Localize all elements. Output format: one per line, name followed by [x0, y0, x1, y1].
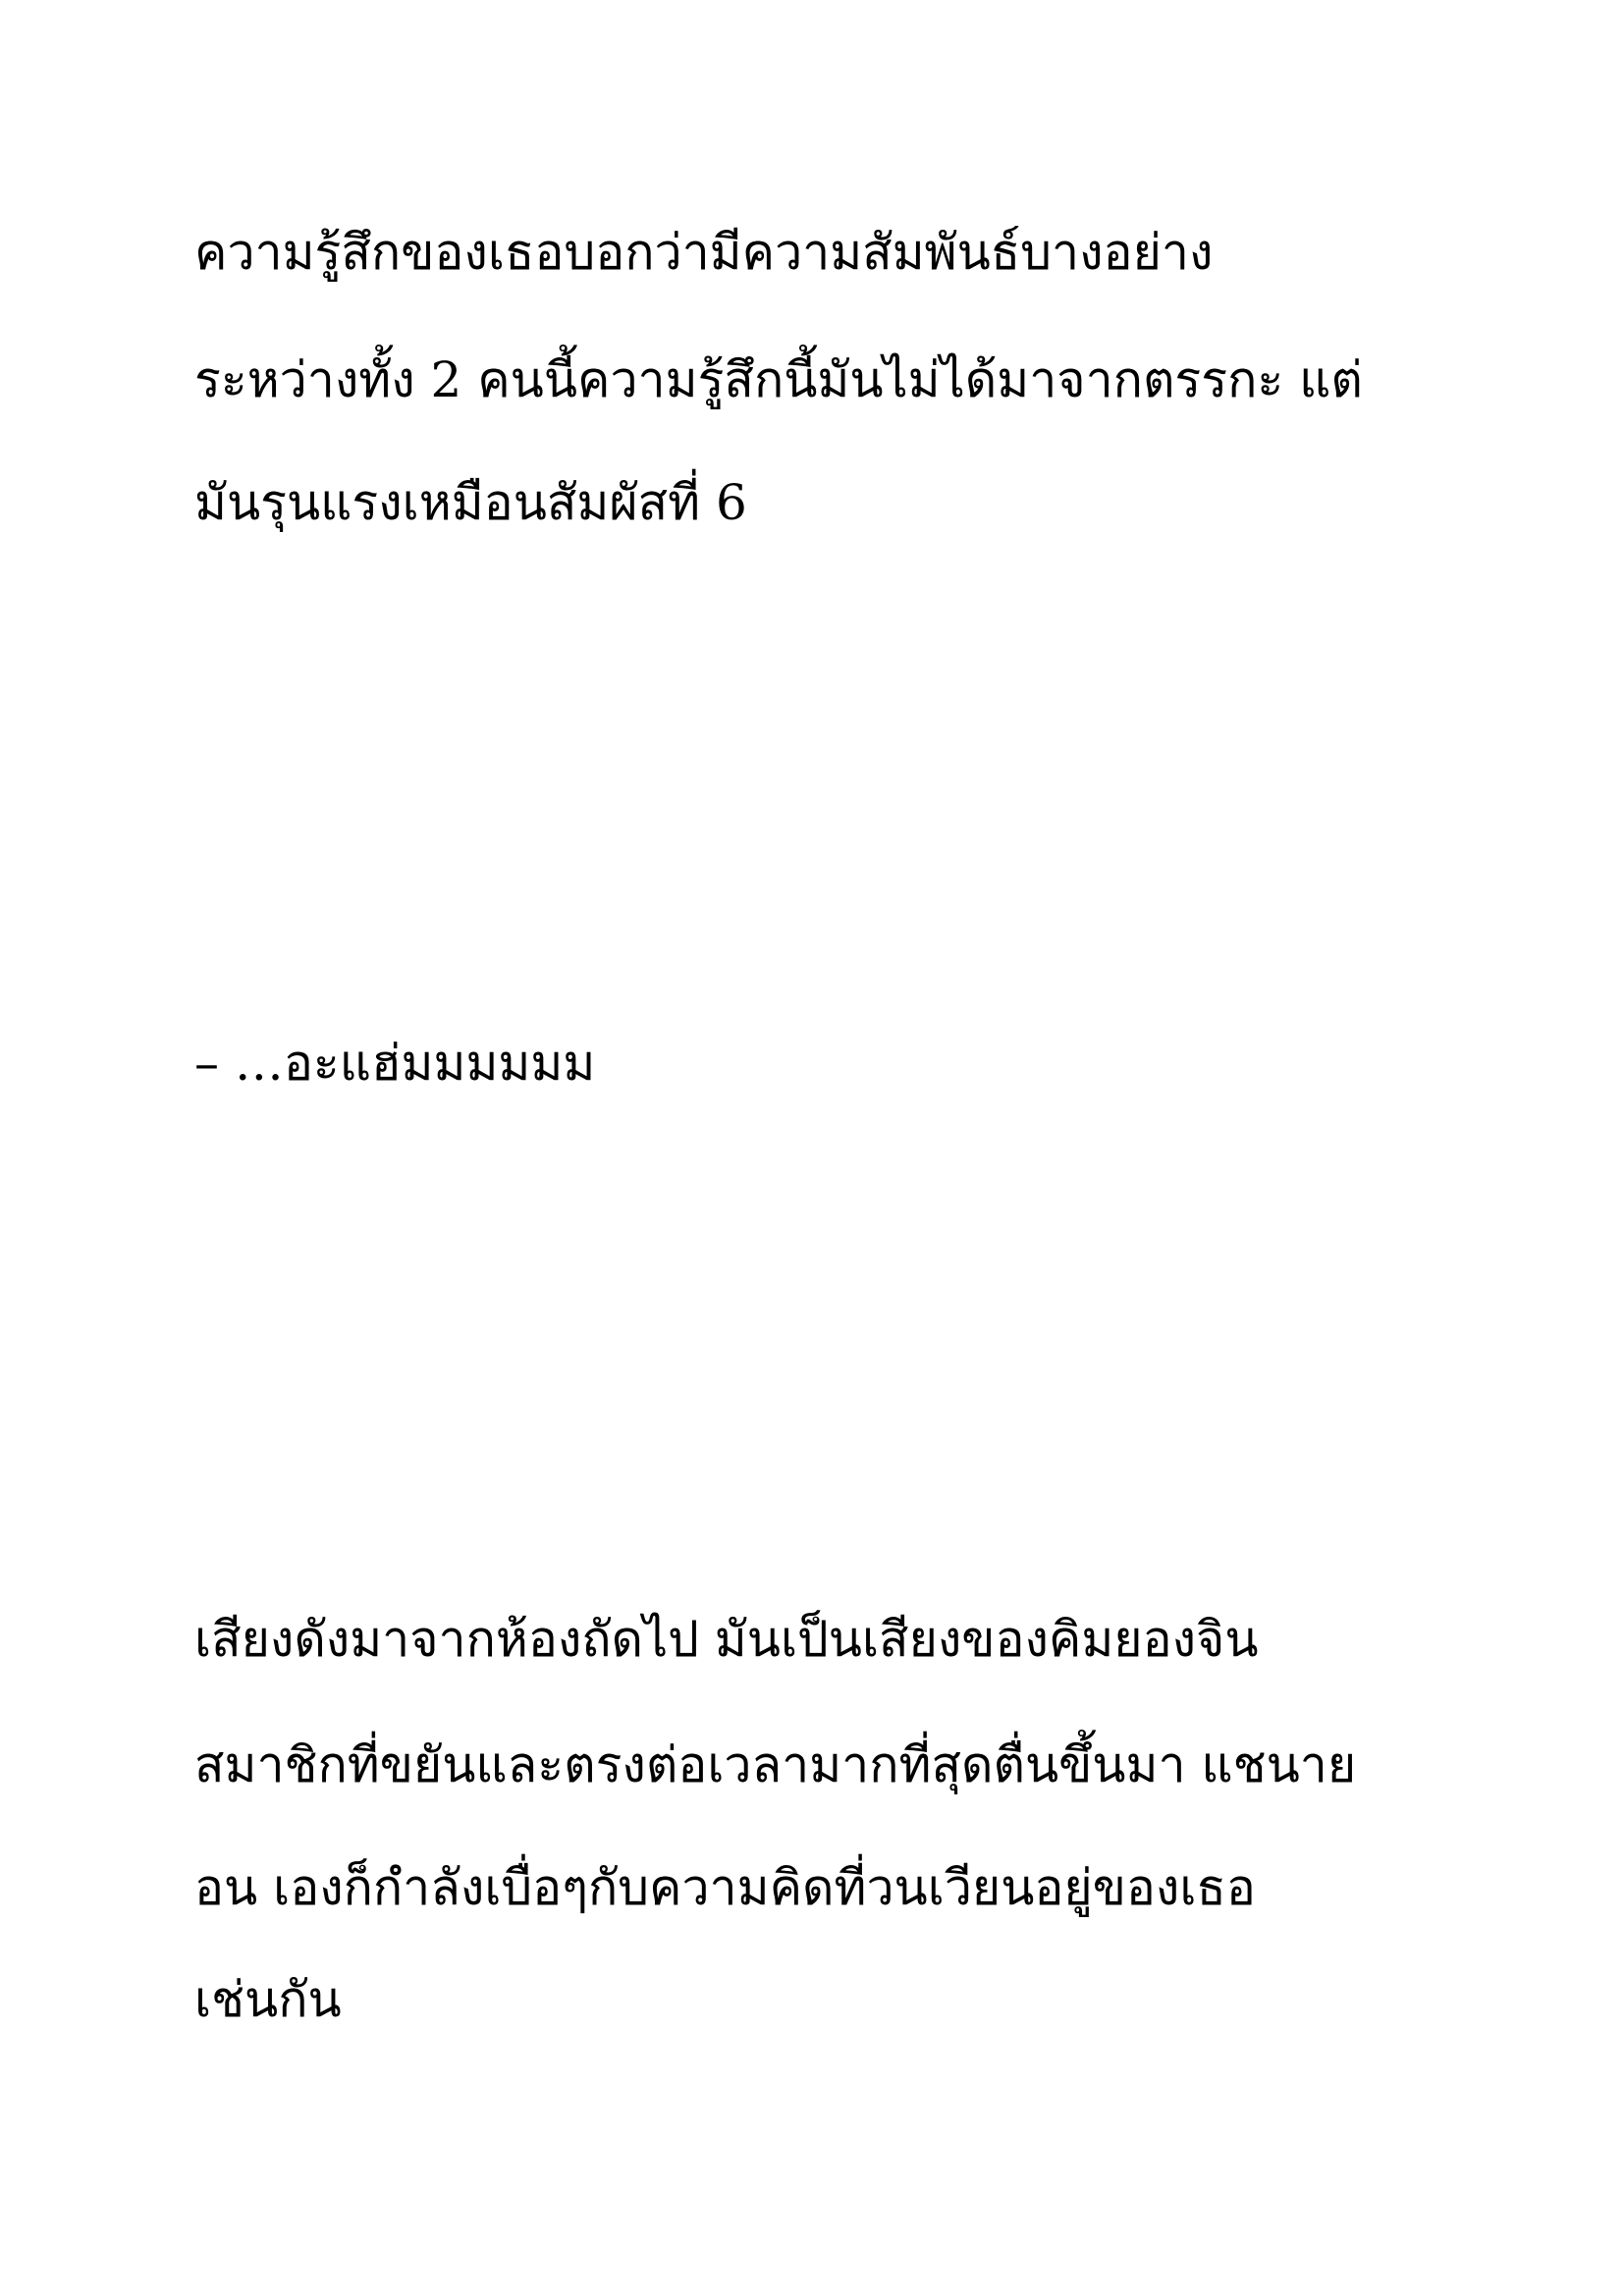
dialogue-line: – …อะแฮ่มมมมมม	[194, 1035, 596, 1092]
paragraph-2-line-3: อน เองก็กำลังเบื่อๆกับความคิดที่วนเวียนอยู่ของเธอ	[194, 1859, 1256, 1916]
paragraph-2-line-1: เสียงดังมาจากห้องถัดไป มันเป็นเสียงของคิมยองจิน	[194, 1611, 1259, 1668]
paragraph-2-line-2: สมาชิกที่ขยันและตรงต่อเวลามากที่สุดตื่นขึ้นมา แชนาย	[194, 1736, 1357, 1793]
paragraph-1-line-2: ระหว่างทั้ง 2 คนนี้ความรู้สึกนี้มันไม่ได้มาจากตรรกะ แต่	[194, 351, 1363, 408]
paragraph-1-line-1: ความรู้สึกของเธอบอกว่ามีความสัมพันธ์บางอย่าง	[194, 224, 1214, 281]
paragraph-2-line-4: เช่นกัน	[194, 1971, 342, 2028]
paragraph-1-line-3: มันรุนแรงเหมือนสัมผัสที่ 6	[194, 474, 747, 531]
